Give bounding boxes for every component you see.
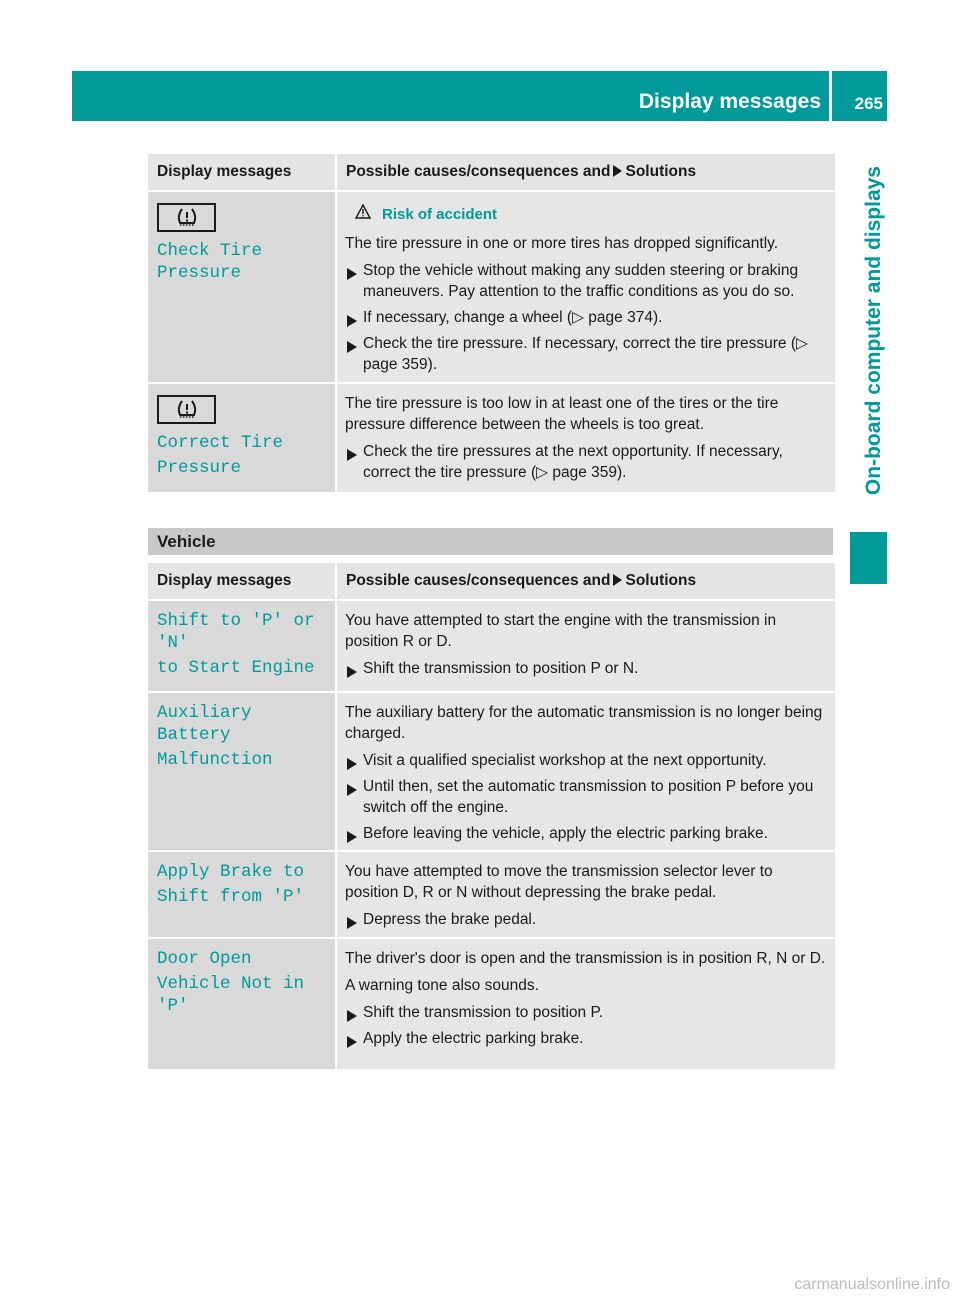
cause-text: The tire pressure in one or more tires has dropped significantly. xyxy=(345,235,779,252)
step-arrow-icon xyxy=(347,828,357,849)
cause-text: A warning tone also sounds. xyxy=(345,977,539,994)
header-causes-label: Possible causes/consequences and xyxy=(346,163,611,180)
side-tab-block xyxy=(850,532,887,584)
solution-step xyxy=(345,260,827,302)
table-row xyxy=(148,192,835,384)
page-number: 265 xyxy=(854,94,883,113)
step-arrow-icon xyxy=(347,312,357,333)
message-cell xyxy=(148,192,335,382)
table-header-row xyxy=(148,154,835,192)
solution-step xyxy=(345,776,827,818)
message-cell xyxy=(148,601,335,691)
display-message-line: Apply Brake to xyxy=(157,862,305,882)
step-text: Depress the brake pedal. xyxy=(363,911,537,928)
display-message-line: Auxiliary Battery xyxy=(157,703,252,745)
table-header-row xyxy=(148,563,835,601)
table-tire-messages xyxy=(148,154,835,494)
solution-cell xyxy=(337,384,835,492)
warning-label: Risk of accident xyxy=(382,206,498,223)
display-message-line: Correct Tire xyxy=(157,433,284,453)
display-message-line: Check Tire Pressure xyxy=(157,241,263,283)
step-text: Stop the vehicle without making any sudden steering or braking maneuvers. Pay attention to the traffic conditions as you do so. xyxy=(363,262,799,300)
table-row xyxy=(148,693,835,852)
display-message xyxy=(157,702,326,771)
tire-pressure-warning-icon xyxy=(157,395,216,424)
display-message xyxy=(157,432,326,479)
step-text: Apply the electric parking brake. xyxy=(363,1030,584,1047)
step-arrow-icon xyxy=(347,1033,357,1054)
solution-step xyxy=(345,750,827,771)
display-message xyxy=(157,861,326,908)
step-arrow-icon xyxy=(347,338,357,359)
step-text: Check the tire pressures at the next opportunity. If necessary, correct the tire pressure (▷ page 359). xyxy=(363,443,783,481)
display-message xyxy=(157,240,326,284)
arrow-icon xyxy=(613,165,622,177)
header-solutions-label: Solutions xyxy=(625,572,697,589)
display-message xyxy=(157,610,326,679)
section-heading: Vehicle xyxy=(148,528,833,555)
solution-step xyxy=(345,909,827,930)
display-message-line: Pressure xyxy=(157,458,242,478)
header-causes-solutions xyxy=(337,563,835,599)
solution-step xyxy=(345,658,827,679)
cause-text: The tire pressure is too low in at least one of the tires or the tire pressure difference between the wheels is too great. xyxy=(345,395,779,433)
display-message-line: Vehicle Not in 'P' xyxy=(157,974,305,1016)
warning-triangle-icon xyxy=(355,204,382,225)
step-arrow-icon xyxy=(347,265,357,286)
solution-step xyxy=(345,307,827,328)
solution-step xyxy=(345,1002,827,1023)
arrow-icon xyxy=(613,574,622,586)
step-arrow-icon xyxy=(347,446,357,467)
solution-step xyxy=(345,1028,827,1049)
cause-text: You have attempted to start the engine with the transmission in position R or D. xyxy=(345,612,777,650)
step-arrow-icon xyxy=(347,755,357,776)
solution-step xyxy=(345,441,827,483)
header-solutions-label: Solutions xyxy=(625,163,697,180)
step-arrow-icon xyxy=(347,914,357,935)
display-message-line: to Start Engine xyxy=(157,658,315,678)
table-row xyxy=(148,601,835,693)
table-row xyxy=(148,939,835,1071)
table-row xyxy=(148,384,835,494)
header-title: Display messages xyxy=(638,90,821,113)
cause-text: The auxiliary battery for the automatic transmission is no longer being charged. xyxy=(345,704,823,742)
step-text: If necessary, change a wheel (▷ page 374). xyxy=(363,309,663,326)
solution-cell xyxy=(337,852,835,937)
solution-cell xyxy=(337,601,835,691)
header-display-messages: Display messages xyxy=(148,563,335,599)
step-arrow-icon xyxy=(347,781,357,802)
display-message-line: Malfunction xyxy=(157,750,273,770)
step-text: Before leaving the vehicle, apply the electric parking brake. xyxy=(363,825,768,842)
side-tab-label: On-board computer and displays xyxy=(862,166,885,496)
solution-cell xyxy=(337,939,835,1069)
display-message xyxy=(157,948,326,1017)
step-arrow-icon xyxy=(347,663,357,684)
step-text: Until then, set the automatic transmission to position P before you switch off the engine. xyxy=(363,778,814,816)
step-text: Visit a qualified specialist workshop at the next opportunity. xyxy=(363,752,767,769)
solution-step xyxy=(345,823,827,844)
message-cell xyxy=(148,852,335,937)
display-message-line: Door Open xyxy=(157,949,252,969)
watermark: carmanualsonline.info xyxy=(794,1276,950,1293)
table-vehicle-messages xyxy=(148,563,835,1071)
message-cell xyxy=(148,384,335,492)
step-text: Shift the transmission to position P. xyxy=(363,1004,604,1021)
cause-text: The driver's door is open and the transmission is in position R, N or D. xyxy=(345,950,826,967)
step-text: Check the tire pressure. If necessary, correct the tire pressure (▷ page 359). xyxy=(363,335,808,373)
header-causes-solutions xyxy=(337,154,835,190)
step-arrow-icon xyxy=(347,1007,357,1028)
step-text: Shift the transmission to position P or N. xyxy=(363,660,639,677)
solution-cell xyxy=(337,693,835,850)
display-message-line: Shift from 'P' xyxy=(157,887,305,907)
header-divider xyxy=(829,71,832,121)
message-cell xyxy=(148,939,335,1069)
tire-pressure-warning-icon xyxy=(157,203,216,232)
solution-step xyxy=(345,333,827,375)
header-causes-label: Possible causes/consequences and xyxy=(346,572,611,589)
display-message-line: Shift to 'P' or 'N' xyxy=(157,611,315,653)
page-header xyxy=(72,71,887,121)
warning-note xyxy=(355,204,827,225)
solution-cell xyxy=(337,192,835,382)
header-display-messages: Display messages xyxy=(148,154,335,190)
cause-text: You have attempted to move the transmission selector lever to position D, R or N without depressing the brake pedal. xyxy=(345,863,773,901)
message-cell xyxy=(148,693,335,850)
table-row xyxy=(148,852,835,939)
